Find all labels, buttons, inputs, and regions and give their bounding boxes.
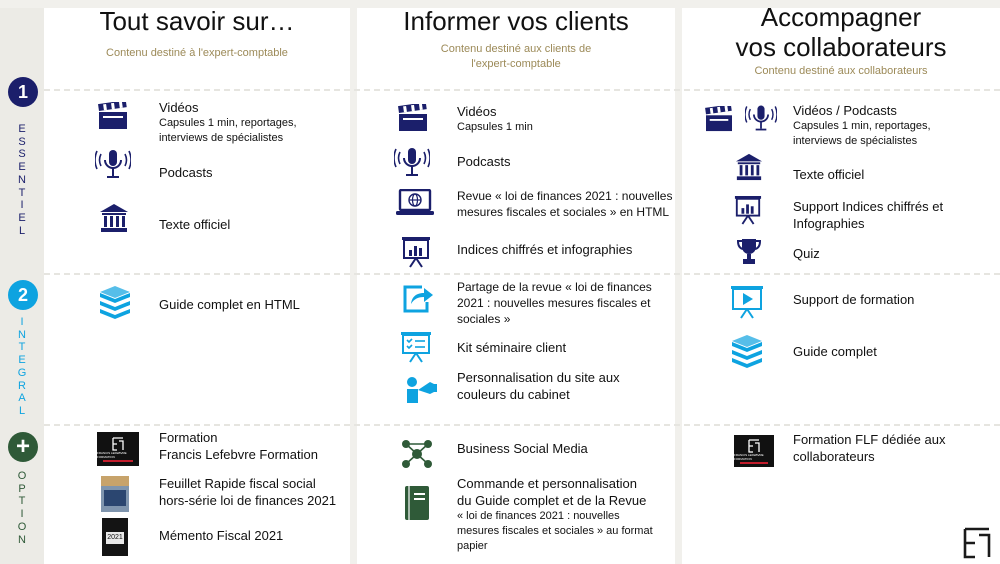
col1-subtitle: Contenu destiné à l'expert-comptable [106,47,288,59]
clapperboard-icon [98,101,128,131]
col2-kit-seminaire[interactable]: Kit séminaire client [457,340,567,355]
col2-subtitle: Contenu destiné aux clients de l'expert-comptable [440,43,592,70]
clapperboard-icon [705,106,733,132]
francis-lefebvre-formation-logo [734,435,774,467]
col2-videos[interactable] [457,103,533,135]
col3-texte-officiel[interactable]: Texte officiel [793,167,865,182]
col3-videos-label: Vidéos / Podcasts [793,103,897,118]
col2-business-social-media[interactable]: Business Social Media [457,441,588,456]
col1-title: Tout savoir sur… [99,6,295,36]
col2-videos-label: Vidéos [457,104,497,119]
col3-support-formation[interactable]: Support de formation [793,292,915,307]
separator-1 [44,89,1000,91]
separator-2 [44,273,1000,275]
col1-memento-fiscal[interactable]: Mémento Fiscal 2021 [159,528,284,543]
col3-formation-flf[interactable]: Formation FLF dédiée aux collaborateurs [793,432,946,464]
speaker-megaphone-icon [404,372,438,404]
flf-logo-text: FRANCIS LEFEBVRE FORMATION [734,452,764,461]
feuillet-rapide-cover [101,476,129,512]
feuillet-cover-band [101,476,129,486]
col2-videos-sub: Capsules 1 min [457,121,533,133]
step-3-label: O P T I O N [17,470,27,546]
col2-revue[interactable]: Revue « loi de finances 2021 : nouvelles mesures fiscales et sociales » en HTML [457,189,673,219]
microphone-icon [745,103,777,133]
col2-title: Informer vos clients [403,6,629,36]
col2-partage[interactable]: Partage de la revue « loi de finances 2021 : nouvelles mesures fiscales et sociales » [457,280,652,326]
laptop-globe-icon [395,189,435,217]
feuillet-cover-block [104,490,126,506]
microphone-icon [394,146,430,178]
flf-logo-text: FRANCIS LEFEBVRE FORMATION [97,450,127,459]
step-2-badge: 2 [8,280,38,310]
col2-podcasts[interactable]: Podcasts [457,154,511,169]
flf-logo-stripe [103,460,133,462]
col1-videos[interactable] [159,99,297,146]
col2-commande-label: Commande et personnalisation du Guide complet et de la Revue [457,476,647,508]
brand-logo-icon [962,527,992,559]
institution-icon [735,153,763,181]
clapperboard-icon [398,103,428,133]
francis-lefebvre-formation-logo [97,432,139,466]
presentation-chart-icon [734,195,762,225]
trophy-icon [737,238,761,266]
col1-guide-complet-html[interactable]: Guide complet en HTML [159,297,300,312]
notebook-icon [404,485,430,521]
col1-videos-sub: Capsules 1 min, reportages, interviews de spécialistes [159,117,297,144]
memento-cover-year: 2021 [106,532,124,544]
step-1-label: E S S E N T I E L [18,123,26,237]
step-2-label: I N T E G R A L [17,316,27,417]
separator-3 [44,424,1000,426]
col3-title: Accompagner vos collaborateurs [735,2,947,62]
col3-subtitle: Contenu destiné aux collaborateurs [754,65,928,77]
step-3-badge: + [8,432,38,462]
books-icon [730,334,764,368]
col1-podcasts[interactable]: Podcasts [159,165,213,180]
col1-feuillet-rapide[interactable]: Feuillet Rapide fiscal social hors-série loi de finances 2021 [159,476,337,508]
col1-videos-label: Vidéos [159,100,199,115]
col2-indices[interactable]: Indices chiffrés et infographies [457,242,633,257]
memento-fiscal-cover [102,518,128,556]
col1-formation[interactable]: Formation Francis Lefebvre Formation [159,430,318,462]
presentation-checklist-icon [400,331,432,363]
presentation-chart-icon [401,236,431,268]
col3-videos-sub: Capsules 1 min, reportages, interviews de spécialistes [793,120,931,147]
col1-texte-officiel[interactable]: Texte officiel [159,217,231,232]
col2-commande[interactable] [457,475,653,554]
books-icon [98,285,132,319]
col3-guide-complet[interactable]: Guide complet [793,344,877,359]
col3-quiz[interactable]: Quiz [793,246,820,261]
flf-logo-stripe [740,462,768,464]
step-1-badge: 1 [8,77,38,107]
col2-personnalisation[interactable]: Personnalisation du site aux couleurs du cabinet [457,370,620,402]
col2-commande-sub: « loi de finances 2021 : nouvelles mesures fiscales et sociales » au format papier [457,510,653,552]
col3-videos-podcasts[interactable] [793,102,931,149]
social-network-icon [400,438,434,470]
microphone-icon [95,148,131,180]
col3-support-indices[interactable]: Support Indices chiffrés et Infographies [793,199,944,231]
presentation-play-icon [730,285,764,319]
institution-icon [99,203,129,233]
share-icon [402,284,434,314]
